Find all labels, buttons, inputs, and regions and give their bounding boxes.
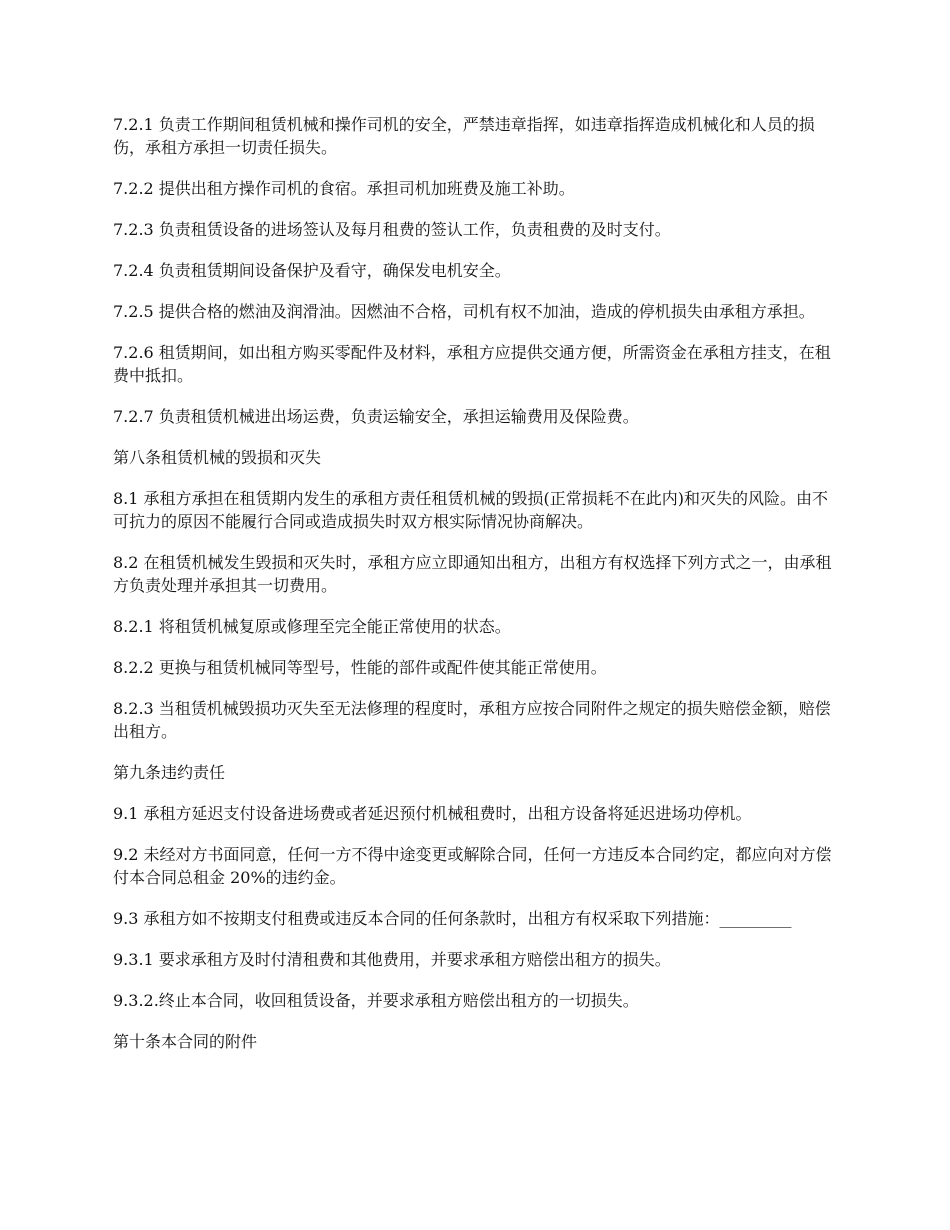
clause-8-2: 8.2 在租赁机械发生毁损和灭失时，承租方应立即通知出租方，出租方有权选择下列方式之一，由承租方负责处理并承担其一切费用。 (113, 553, 832, 595)
clause-8-2-2: 8.2.2 更换与租赁机械同等型号，性能的部件或配件使其能正常使用。 (113, 658, 607, 677)
clause-9-3-2: 9.3.2.终止本合同，收回租赁设备，并要求承租方赔偿出租方的一切损失。 (113, 991, 639, 1010)
clause-8-1: 8.1 承租方承担在租赁期内发生的承租方责任租赁机械的毁损(正常损耗不在此内)和灭失的风险。由不可抗力的原因不能履行合同或造成损失时双方根实际情况协商解决。 (113, 489, 829, 531)
clause-7-2-1: 7.2.1 负责工作期间租赁机械和操作司机的安全，严禁违章指挥，如违章指挥造成机械化和人员的损伤，承租方承担一切责任损失。 (113, 115, 815, 157)
clause-8-2-1: 8.2.1 将租赁机械复原或修理至完全能正常使用的状态。 (113, 617, 511, 636)
clause-7-2-4: 7.2.4 负责租赁期间设备保护及看守，确保发电机安全。 (113, 261, 511, 280)
clause-9-2: 9.2 未经对方书面同意，任何一方不得中途变更或解除合同，任何一方违反本合同约定，都应向对方偿付本合同总租金 20%的违约金。 (113, 845, 832, 887)
clause-7-2-7: 7.2.7 负责租赁机械进出场运费，负责运输安全，承担运输费用及保险费。 (113, 407, 639, 426)
clause-7-2-2: 7.2.2 提供出租方操作司机的食宿。承担司机加班费及施工补助。 (113, 179, 575, 198)
clause-7-2-5: 7.2.5 提供合格的燃油及润滑油。因燃油不合格，司机有权不加油，造成的停机损失由承租方承担。 (113, 302, 815, 321)
article-9-heading: 第九条违约责任 (113, 763, 226, 782)
article-10-heading: 第十条本合同的附件 (113, 1032, 258, 1051)
clause-8-2-3: 8.2.3 当租赁机械毁损功灭失至无法修理的程度时，承租方应按合同附件之规定的损失赔偿金额，赔偿出租方。 (113, 699, 831, 741)
clause-9-1: 9.1 承租方延迟支付设备进场费或者延迟预付机械租费时，出租方设备将延迟进场功停机。 (113, 804, 752, 823)
clause-7-2-3: 7.2.3 负责租赁设备的进场签认及每月租费的签认工作，负责租费的及时支付。 (113, 220, 671, 239)
article-8-heading: 第八条租赁机械的毁损和灭失 (113, 448, 322, 467)
document-body (113, 113, 841, 1071)
clause-9-3: 9.3 承租方如不按期支付租费或违反本合同的任何条款时，出租方有权采取下列措施：_________ (113, 909, 792, 928)
clause-7-2-6: 7.2.6 租赁期间，如出租方购买零配件及材料，承租方应提供交通方便，所需资金在承租方挂支，在租费中抵扣。 (113, 343, 831, 385)
clause-9-3-1: 9.3.1 要求承租方及时付清租费和其他费用，并要求承租方赔偿出租方的损失。 (113, 950, 671, 969)
